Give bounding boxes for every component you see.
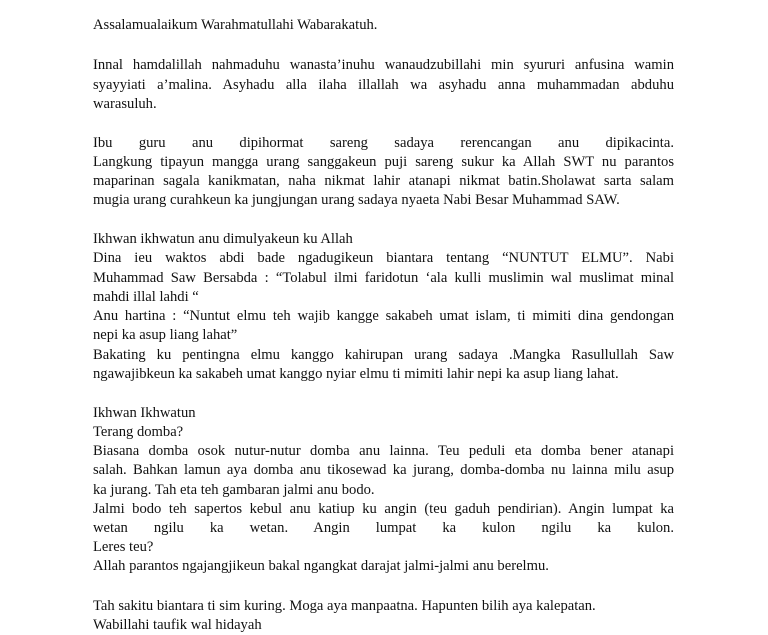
paragraph-4-line: Biasana domba osok nutur-nutur domba anu lainna. Teu peduli eta domba bener atanapi	[93, 443, 674, 459]
paragraph-4-line: salah. Bahkan lamun aya domba anu tikosewad ka jurang, domba-domba nu lainna milu asup	[93, 462, 674, 478]
paragraph-4-line: ka jurang. Tah eta teh gambaran jalmi anu bodo.	[93, 482, 375, 498]
paragraph-4-line: Terang domba?	[93, 424, 184, 440]
paragraph-2-line: Langkung tipayun mangga urang sanggakeun puji sareng sukur ka Allah SWT nu parantos	[93, 154, 674, 170]
paragraph-1-line: Innal hamdalillah nahmaduhu wanasta’inuhu wanaudzubillahi min syururi anfusina wamin	[93, 57, 674, 73]
paragraph-3-line: Muhammad Saw Bersabda : “Tolabul ilmi faridotun ‘ala kulli muslimin wal muslimat minal	[93, 270, 674, 286]
paragraph-4-line: wetan ngilu ka wetan. Angin lumpat ka kulon ngilu ka kulon.	[93, 520, 674, 536]
paragraph-3-line: Anu hartina : “Nuntut elmu teh wajib kangge sakabeh umat islam, ti mimiti dina gendongan	[93, 308, 674, 324]
paragraph-2-line: mugia urang curahkeun ka jungjungan urang sadaya nyaeta Nabi Besar Muhammad SAW.	[93, 192, 620, 208]
paragraph-3-line: Dina ieu waktos abdi bade ngadugikeun biantara tentang “NUNTUT ELMU”. Nabi	[93, 250, 674, 266]
paragraph-3-line: nepi ka asup liang lahat”	[93, 327, 238, 343]
paragraph-3-line: ngawajibkeun ka sakabeh umat kanggo nyiar elmu ti mimiti lahir nepi ka asup liang lahat.	[93, 366, 619, 382]
paragraph-3-line: Bakating ku pentingna elmu kanggo kahirupan urang sadaya .Mangka Rasullullah Saw	[93, 347, 674, 363]
paragraph-2-line: Ibu guru anu dipihormat sareng sadaya rerencangan anu dipikacinta.	[93, 135, 674, 151]
closing-line: Wabillahi taufik wal hidayah	[93, 617, 262, 633]
paragraph-2-line: maparinan sagala kanikmatan, naha nikmat lahir atanapi nikmat batin.Sholawat sarta salam	[93, 173, 674, 189]
paragraph-4-line: Allah parantos ngajangjikeun bakal ngangkat darajat jalmi-jalmi anu berelmu.	[93, 558, 549, 574]
closing-line: Tah sakitu biantara ti sim kuring. Moga aya manpaatna. Hapunten bilih aya kalepatan.	[93, 598, 596, 614]
paragraph-1-line: syayyiati a’malina. Asyhadu alla ilaha illallah wa asyhadu anna muhammadan abduhu	[93, 77, 674, 93]
paragraph-4-line: Jalmi bodo teh sapertos kebul anu katiup ku angin (teu gaduh pendirian). Angin lumpat ka	[93, 501, 674, 517]
greeting-line: Assalamualaikum Warahmatullahi Wabarakatuh.	[93, 17, 378, 33]
paragraph-3-line: Ikhwan ikhwatun anu dimulyakeun ku Allah	[93, 231, 353, 247]
paragraph-3-line: mahdi illal lahdi “	[93, 289, 199, 305]
paragraph-4-line: Ikhwan Ikhwatun	[93, 405, 196, 421]
paragraph-1-line: warasuluh.	[93, 96, 157, 112]
paragraph-4-line: Leres teu?	[93, 539, 154, 555]
